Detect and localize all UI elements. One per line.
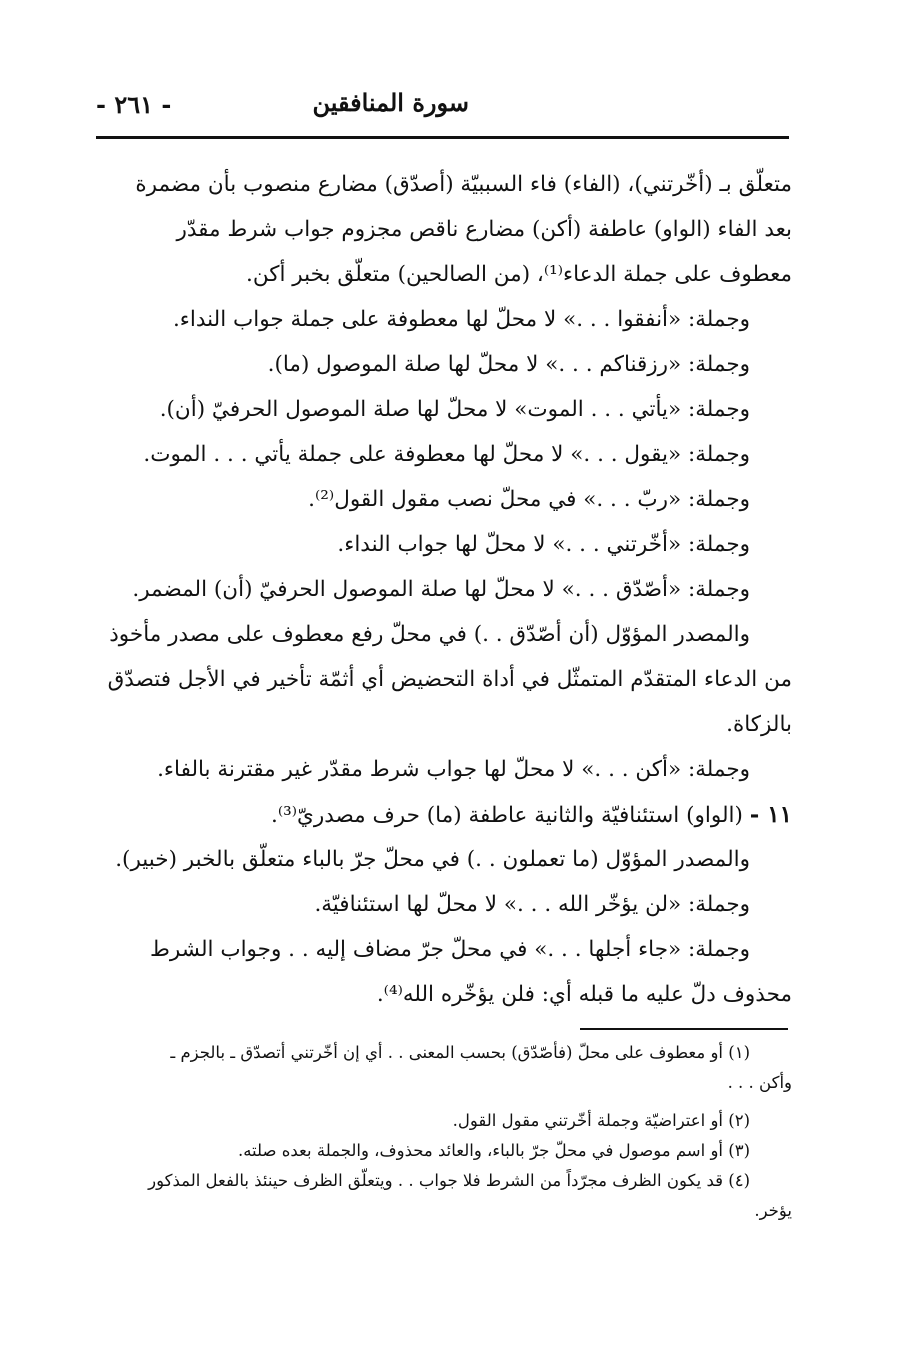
text-line: (الواو) استئنافيّة والثانية عاطفة (ما) حرف مصدريّ⁽³⁾. xyxy=(271,803,743,828)
item-number: ١١ - xyxy=(749,801,792,828)
text-line: وجملة: «جاء أجلها . . .» في محلّ جرّ مضاف إليه . . وجواب الشرط xyxy=(150,937,750,962)
text-line: وجملة: «يقول . . .» لا محلّ لها معطوفة على جملة يأتي . . . الموت. xyxy=(143,442,750,467)
page-title: سورة المنافقين xyxy=(312,88,469,117)
text-line: بعد الفاء (الواو) عاطفة (أكن) مضارع ناقص مجزوم جواب شرط مقدّر xyxy=(176,217,792,242)
footnote-line: وأكن . . . xyxy=(727,1073,792,1092)
page-number: - ٢٦١ - xyxy=(96,90,172,119)
text-line: والمصدر المؤوّل (ما تعملون . .) في محلّ جرّ بالباء متعلّق بالخبر (خبير). xyxy=(115,847,750,872)
main-text xyxy=(92,162,792,1017)
footnote-line: (٤) قد يكون الظرف مجرّداً من الشرط فلا جواب . . ويتعلّق الظرف حينئذ بالفعل المذكور xyxy=(148,1171,750,1190)
text-line: وجملة: «أخّرتني . . .» لا محلّ لها جواب النداء. xyxy=(337,532,750,557)
text-line: وجملة: «ربّ . . .» في محلّ نصب مقول القول⁽²⁾. xyxy=(308,487,750,512)
text-line: والمصدر المؤوّل (أن أصّدّق . .) في محلّ رفع معطوف على مصدر مأخوذ xyxy=(109,622,750,647)
text-line: وجملة: «لن يؤخّر الله . . .» لا محلّ لها استئنافيّة. xyxy=(314,892,750,917)
footnote-line: يؤخر. xyxy=(754,1201,792,1220)
text-line: محذوف دلّ عليه ما قبله أي: فلن يؤخّره الله⁽⁴⁾. xyxy=(376,982,792,1007)
text-line: وجملة: «أصّدّق . . .» لا محلّ لها صلة الموصول الحرفيّ (أن) المضمر. xyxy=(132,577,750,602)
footnote-line: (٣) أو اسم موصول في محلّ جرّ بالباء، والعائد محذوف، والجملة بعده صلته. xyxy=(237,1141,750,1160)
footnote-line: (١) أو معطوف على محلّ (فأصّدّق) بحسب المعنى . . أي إن أخّرتني أتصدّق ـ بالجزم ـ xyxy=(170,1043,750,1062)
footnote-line: (٢) أو اعتراضيّة وجملة أخّرتني مقول القول. xyxy=(452,1111,750,1130)
text-line: وجملة: «رزقناكم . . .» لا محلّ لها صلة الموصول (ما). xyxy=(267,352,750,377)
text-line: وجملة: «أنفقوا . . .» لا محلّ لها معطوفة على جملة جواب النداء. xyxy=(172,307,750,332)
text-line: معطوف على جملة الدعاء⁽¹⁾، (من الصالحين) متعلّق بخبر أكن. xyxy=(246,262,792,287)
text-line: من الدعاء المتقدّم المتمثّل في أداة التحضيض أي أثمّة تأخير في الأجل فتصدّق xyxy=(107,667,792,692)
footnotes xyxy=(92,1038,792,1226)
footnote-separator xyxy=(580,1028,788,1030)
numbered-item xyxy=(92,792,792,837)
text-line: متعلّق بـ (أخّرتني)، (الفاء) فاء السببيّة (أصدّق) مضارع منصوب بأن مضمرة xyxy=(135,172,792,197)
text-line: بالزكاة. xyxy=(726,712,792,737)
page-header xyxy=(96,84,789,139)
text-line: وجملة: «يأتي . . . الموت» لا محلّ لها صلة الموصول الحرفيّ (أن). xyxy=(159,397,750,422)
text-line: وجملة: «أكن . . .» لا محلّ لها جواب شرط مقدّر غير مقترنة بالفاء. xyxy=(157,757,750,782)
